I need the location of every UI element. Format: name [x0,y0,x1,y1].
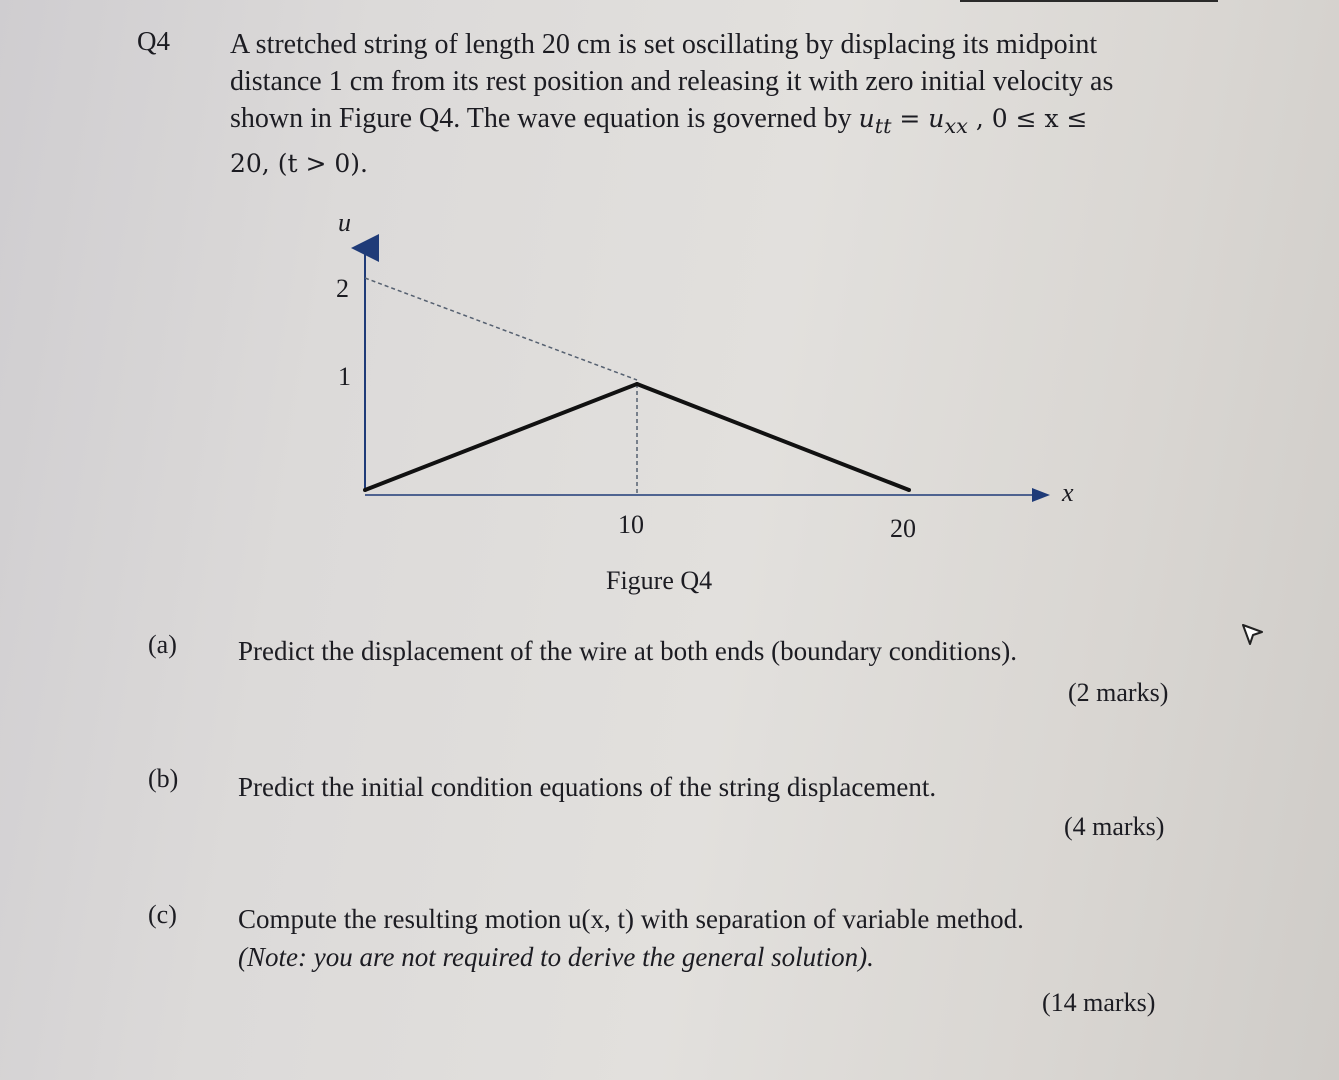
wave-eq-rhs: $u_{xx}$ [928,104,968,138]
part-c-marks: (14 marks) [1042,988,1156,1017]
figure-q4 [320,200,1100,620]
figure-q4-plot [320,200,1100,620]
x-axis-label: x [1062,478,1074,507]
y-axis-label: u [338,208,351,237]
y-tick-2: 2 [336,274,349,303]
question-number: Q4 [137,26,170,56]
part-b-text: Predict the initial condition equations of the string displacement. [238,772,937,802]
part-b-marks: (4 marks) [1064,812,1165,841]
part-c-label: (c) [148,900,177,929]
mouse-cursor-icon [1240,622,1266,653]
part-a-label: (a) [148,630,177,659]
stem-line-2: distance 1 cm from its rest position and releasing it with zero initial velocity as [230,66,1114,97]
y-tick-1: 1 [338,362,351,391]
top-rule [960,0,1218,2]
figure-caption: Figure Q4 [606,566,713,595]
part-a-text: Predict the displacement of the wire at both ends (boundary conditions). [238,636,1018,666]
stem-line-4: 20, (t > 0). [230,149,368,178]
part-a-marks: (2 marks) [1068,678,1169,707]
question-stem [230,26,1215,182]
stem-line-1: A stretched string of length 20 cm is set oscillating by displacing its midpoint [230,29,1098,60]
part-c-note: (Note: you are not required to derive the general solution). [238,942,874,972]
part-b-label: (b) [148,764,179,793]
x-tick-10: 10 [618,510,644,539]
stem-line-3-text: shown in Figure Q4. The wave equation is governed by [230,103,859,134]
part-c-text [238,900,1138,976]
part-c-question: Compute the resulting motion u(x, t) with separation of variable method. [238,904,1024,934]
dashed-reference-line [365,278,637,380]
x-axis-arrow-icon [1032,488,1050,502]
data-point [635,382,639,386]
wave-eq-lhs: $u_{tt}$ [858,104,892,138]
domain-range: , 0 ≤ x ≤ [967,104,1088,133]
stem-line-3: shown in Figure Q4. The wave equation is governed by $u_{tt} = u_{xx}$ , 0 ≤ x ≤ [230,103,1088,138]
data-point [907,488,911,492]
x-tick-20: 20 [890,514,916,543]
data-point [363,488,367,492]
